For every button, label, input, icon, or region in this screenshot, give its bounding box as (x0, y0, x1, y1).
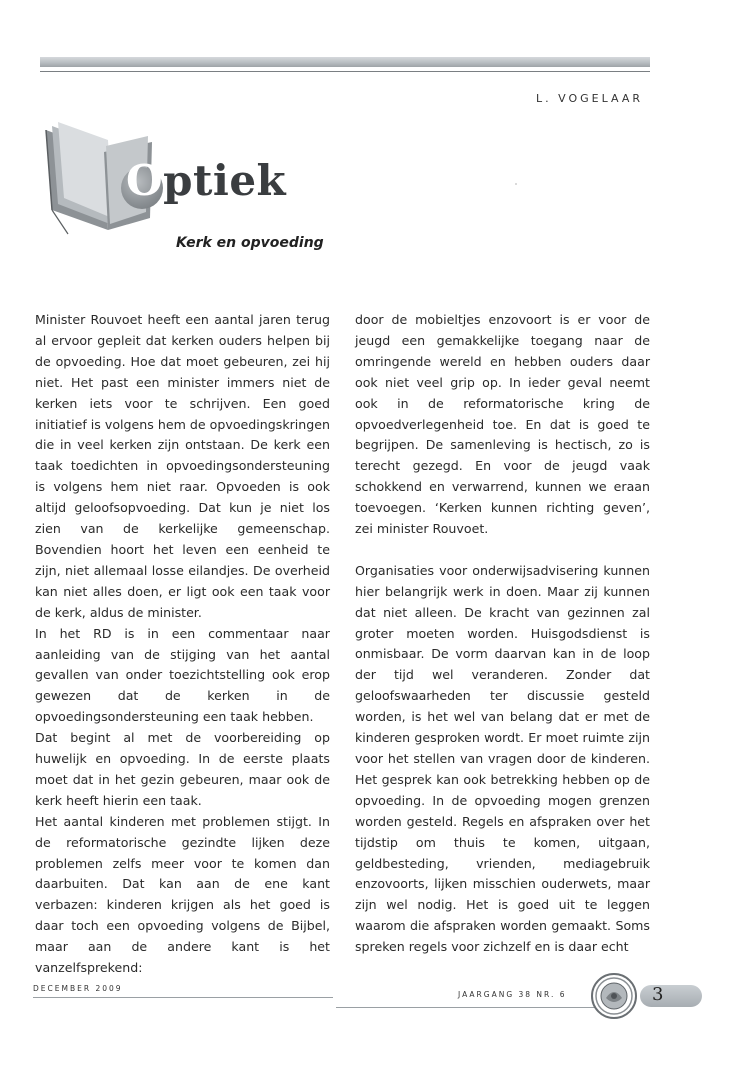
article-column-left (35, 310, 330, 979)
article-column-right (355, 310, 650, 958)
section-title-rest: ptiek (163, 156, 287, 205)
section-title-initial: O (126, 156, 164, 205)
header-rule (40, 71, 650, 72)
footer-date: DECEMBER 2009 (33, 984, 123, 993)
paragraph: Organisaties voor onderwijsadvisering kunnen hier belangrijk werk in doen. Maar zij kunnen dat niet alleen. De kracht van gezinnen zal groter moeten worden. Huisgodsdienst is onmisbaar. De vorm daarvan kan in de loop der tijd wel veranderen. Zonder dat geloofswaarheden ter discussie gesteld worden, is het wel van belang dat er met de kinderen gesproken wordt. Er moet ruimte zijn voor het stellen van vragen door de kinderen. Het gesprek kan ook betrekking hebben op de opvoeding. In de opvoeding mogen grenzen worden gesteld. Regels en afspraken over het tijdstip om thuis te komen, uitgaan, geldbesteding, vrienden, mediagebruik enzovoorts, lijken misschien ouderwets, maar zijn wel nodig. Het is goed uit te leggen waarom die afspraken worden gemaakt. Soms spreken regels voor zichzelf en is daar echt (355, 562, 650, 955)
paragraph: Minister Rouvoet heeft een aantal jaren terug al ervoor gepleit dat kerken ouders helpen bij de opvoeding. Hoe dat moet gebeuren, zei hij niet. Het past een minister immers niet de kerken iets voor te schrijven. Een goed initiatief is volgens hem de opvoedingskringen die in veel kerken zijn ontstaan. De kerk een taak toedichten in opvoedingsondersteuning is volgens hem niet raar. Opvoeden is ook altijd geloofsopvoeding. Dat kun je niet los zien van de kerkelijke gemeenschap. Bovendien hoort het leven een eenheid te zijn, niet allemaal losse eilandjes. De overheid kan niet alles doen, er ligt ook een taak voor de kerk, aldus de minister. (35, 312, 330, 620)
article-subtitle: Kerk en opvoeding (176, 235, 324, 251)
paragraph: door de mobieltjes enzovoort is er voor de jeugd een gemakkelijke toegang naar de omringende wereld en hebben ouders daar ook niet veel grip op. In ieder geval neemt ook in de reformatorische kring de opvoedverlegenheid toe. En dat is goed te begrijpen. De samenleving is hectisch, zo is terecht gezegd. En voor de jeugd vaak schokkend en verwarrend, kunnen we eraan toevoegen. ‘Kerken kunnen richting geven’, zei minister Rouvoet. (355, 312, 650, 537)
footer-rule-right (336, 1007, 598, 1008)
paragraph: Het aantal kinderen met problemen stijgt. In de reformatorische gezindte lijken deze problemen zelfs meer voor te komen dan daarbuiten. Dat kan aan de ene kant verbazen: kinderen krijgen als het goed is daar toch een opvoeding volgens de Bijbel, maar aan de andere kant is het vanzelfsprekend: (35, 813, 330, 976)
paragraph: In het RD is in een commentaar naar aanleiding van de stijging van het aantal gevallen van onder toezichtstelling ook erop gewezen dat de kerken in de opvoedingsondersteuning een taak hebben. (35, 625, 330, 725)
author-name: L. VOGELAAR (536, 92, 643, 105)
speck (515, 183, 517, 185)
section-title (126, 156, 287, 205)
footer-issue: JAARGANG 38 NR. 6 (458, 990, 567, 999)
page-number: 3 (652, 984, 664, 1005)
seal-emblem-icon (590, 972, 638, 1020)
header-bar (40, 57, 650, 67)
footer-rule-left (33, 997, 333, 998)
page-number-tab (640, 985, 702, 1007)
paragraph: Dat begint al met de voorbereiding op huwelijk en opvoeding. In de eerste plaats moet dat in het gezin gebeuren, maar ook de kerk heeft hierin een taak. (35, 730, 330, 808)
